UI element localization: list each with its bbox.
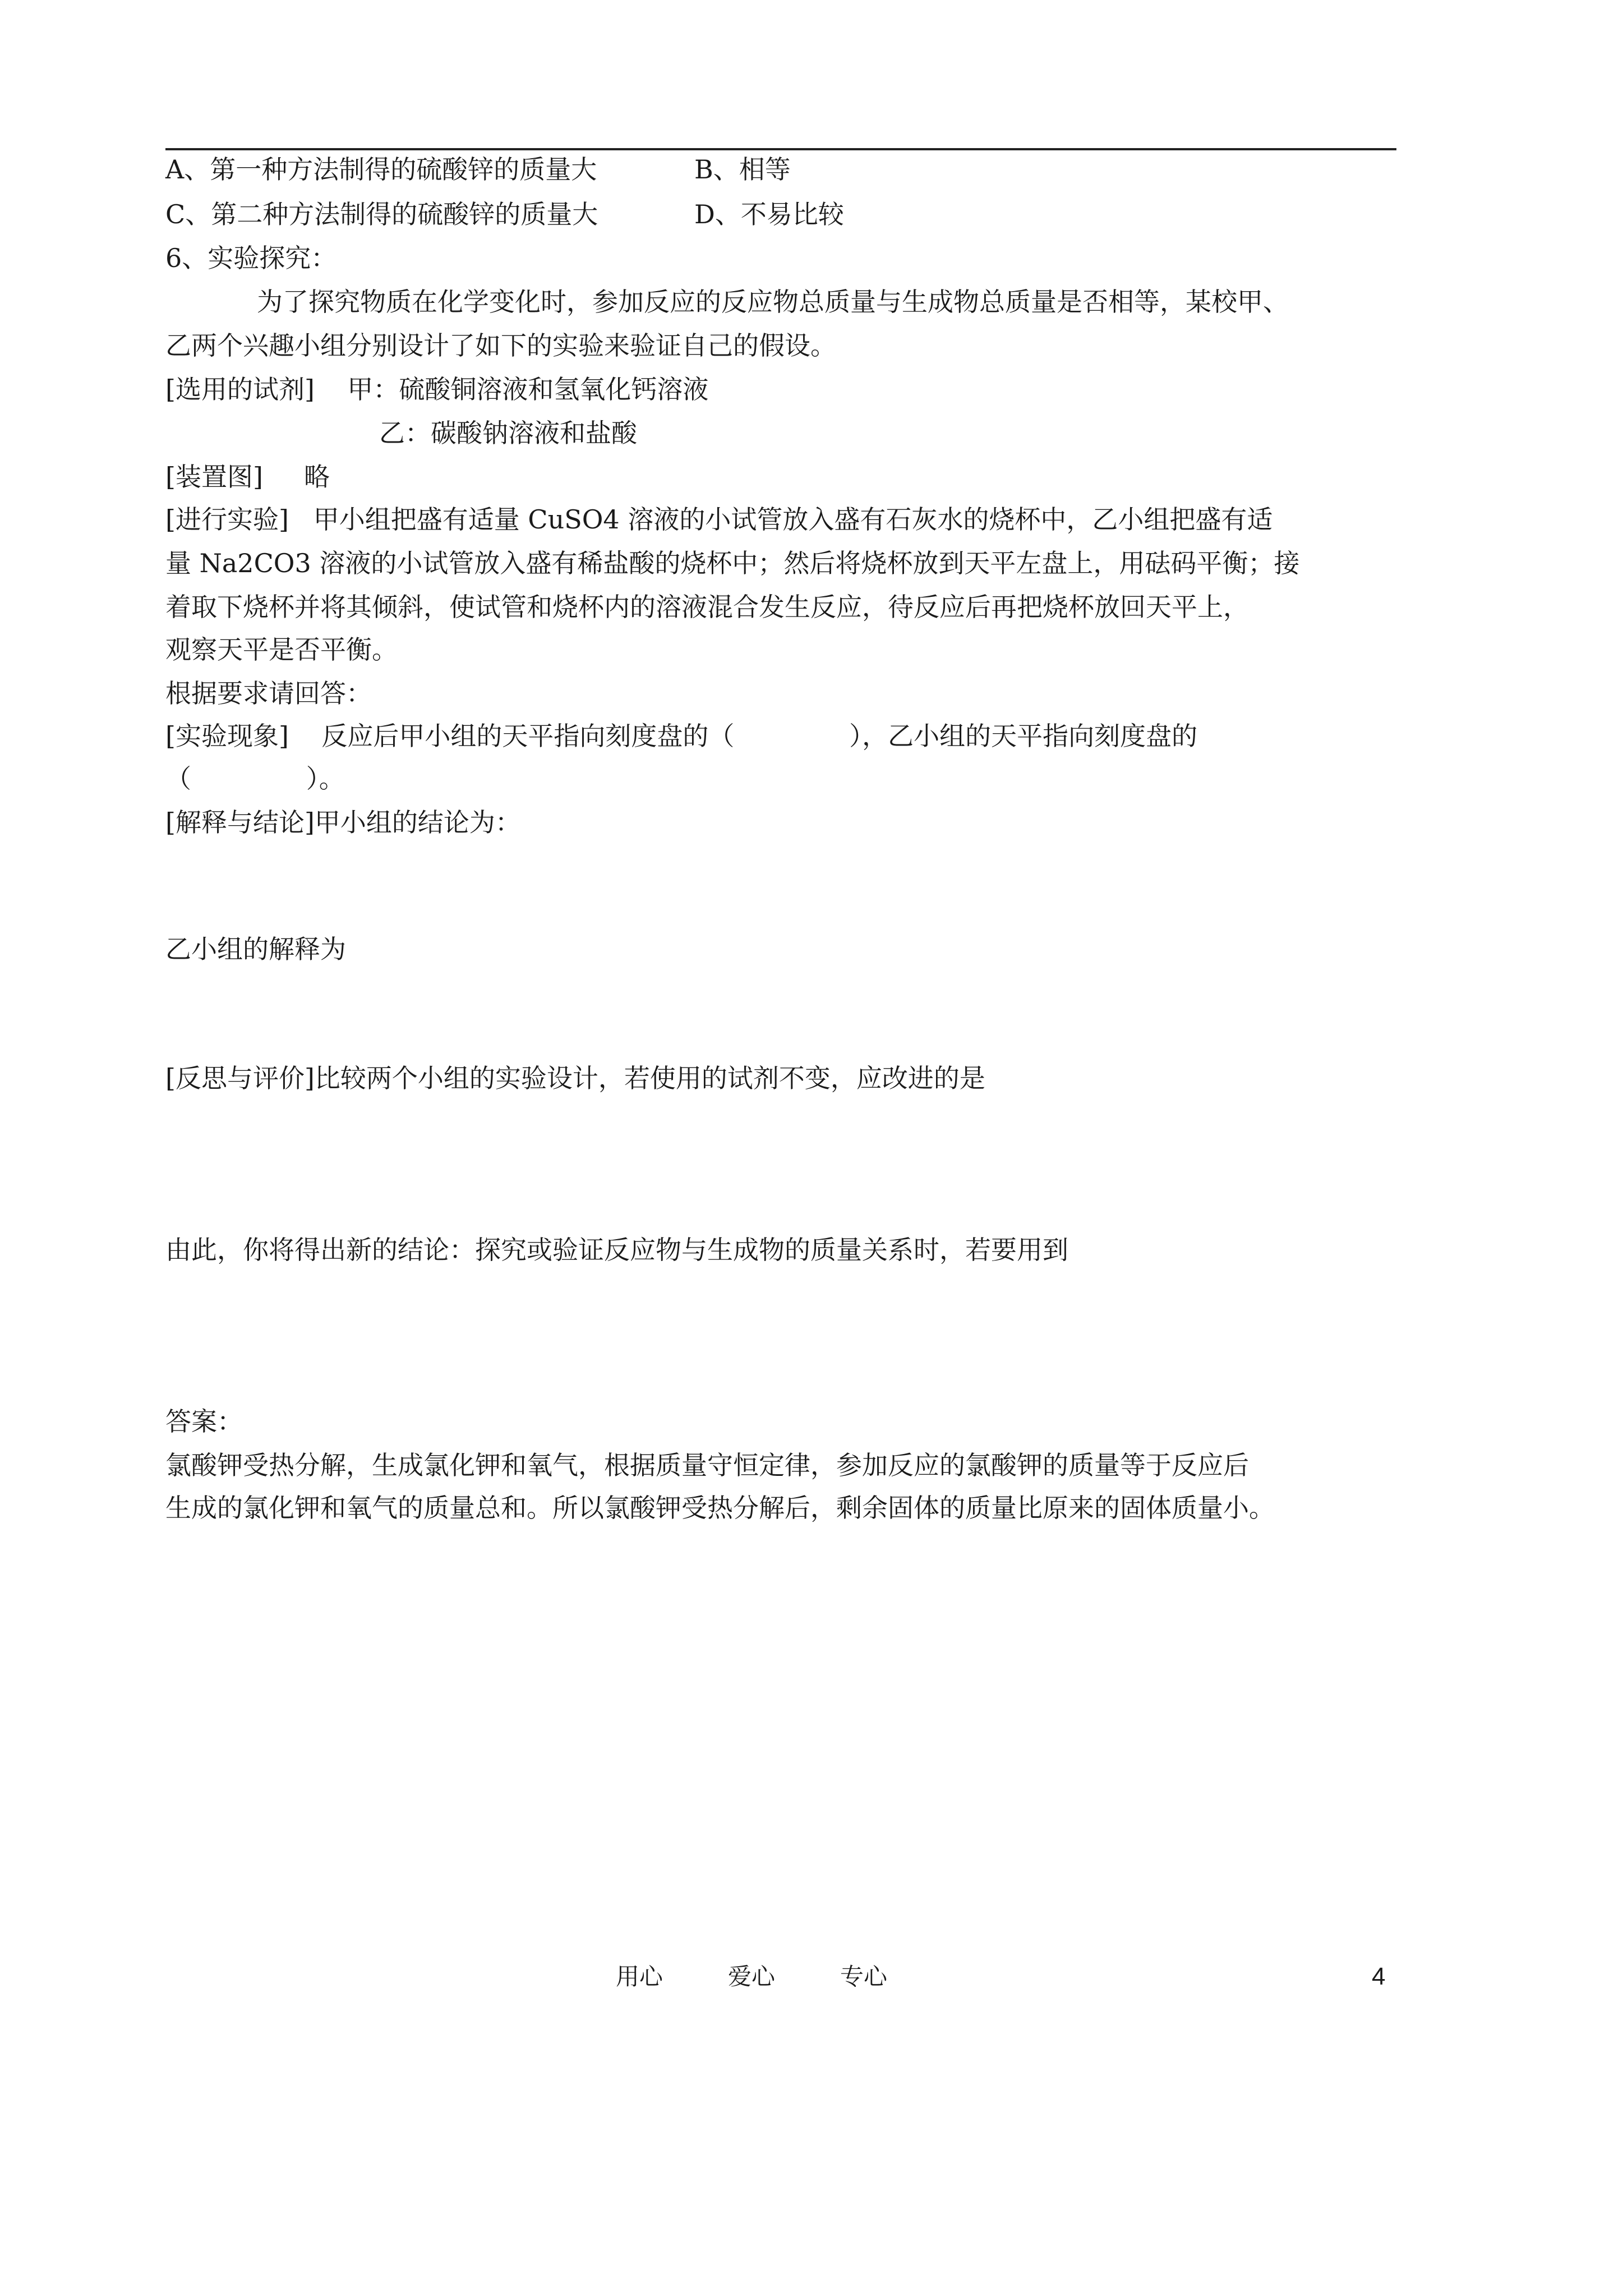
intro-line-1: 为了探究物质在化学变化时，参加反应的反应物总质量与生成物总质量是否相等，某校甲、 — [257, 287, 1289, 317]
choice-c: C、第二种方法制得的硫酸锌的质量大 — [165, 199, 598, 229]
experiment-line-1: [进行实验] 甲小组把盛有适量 CuSO4 溶液的小试管放入盛有石灰水的烧杯中，乙小组把盛有适 — [165, 504, 1273, 535]
choice-b: B、相等 — [694, 154, 791, 185]
answer-label: 答案： — [165, 1406, 243, 1437]
conclusion-group-a: [解释与结论]甲小组的结论为： — [165, 807, 521, 838]
reagents-line-1: [选用的试剂] 甲：硫酸铜溶液和氢氧化钙溶液 — [165, 374, 709, 404]
experiment-line-3: 着取下烧杯并将其倾斜，使试管和烧杯内的溶液混合发生反应，待反应后再把烧杯放回天平上， — [165, 592, 1249, 622]
phenomenon-line-2: （ ）。 — [165, 763, 345, 794]
phenomenon-line-1: [实验现象] 反应后甲小组的天平指向刻度盘的（ ），乙小组的天平指向刻度盘的 — [165, 721, 1198, 751]
conclusion-group-b: 乙小组的解释为 — [165, 934, 346, 964]
answer-line-2: 生成的氯化钾和氧气的质量总和。所以氯酸钾受热分解后，剩余固体的质量比原来的固体质量小。 — [165, 1493, 1275, 1523]
answer-prompt: 根据要求请回答： — [165, 678, 372, 708]
answer-line-1: 氯酸钾受热分解，生成氯化钾和氧气，根据质量守恒定律，参加反应的氯酸钾的质量等于反应后 — [165, 1450, 1249, 1480]
new-conclusion-line: 由此，你将得出新的结论：探究或验证反应物与生成物的质量关系时，若要用到 — [165, 1235, 1068, 1265]
page-number: 4 — [1372, 1963, 1386, 1990]
header-rule — [165, 148, 1396, 150]
question-title: 6、实验探究： — [165, 243, 337, 273]
footer-motto-3: 专心 — [840, 1963, 888, 1990]
footer-motto-1: 用心 — [616, 1963, 663, 1990]
apparatus-line: [装置图] 略 — [165, 462, 330, 492]
choice-a: A、第一种方法制得的硫酸锌的质量大 — [165, 154, 597, 185]
reagents-line-2: 乙：碳酸钠溶液和盐酸 — [379, 418, 637, 448]
experiment-line-2: 量 Na2CO3 溶液的小试管放入盛有稀盐酸的烧杯中；然后将烧杯放到天平左盘上，用砝码平衡；接 — [165, 548, 1300, 578]
experiment-line-4: 观察天平是否平衡。 — [165, 634, 398, 665]
choice-d: D、不易比较 — [694, 199, 844, 229]
intro-line-2: 乙两个兴趣小组分别设计了如下的实验来验证自己的假设。 — [165, 330, 836, 361]
footer-motto-2: 爱心 — [728, 1963, 776, 1990]
reflection-line: [反思与评价]比较两个小组的实验设计，若使用的试剂不变，应改进的是 — [165, 1063, 985, 1093]
